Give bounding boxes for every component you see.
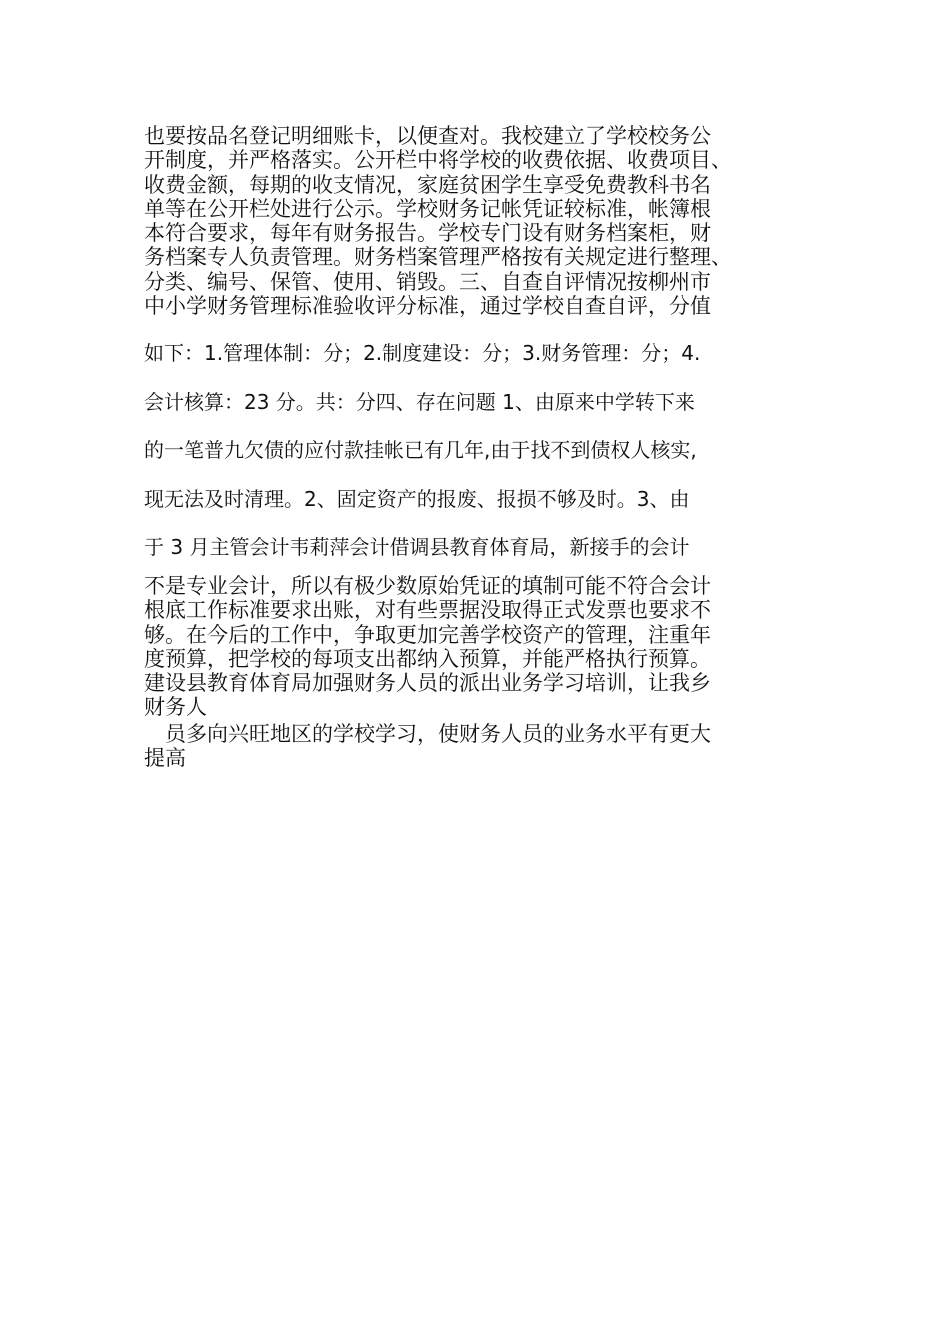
paragraph-scores-and-issues [144, 329, 824, 572]
paragraph-finance-records [144, 124, 824, 318]
text-line: 务档案专人负责管理。财务档案管理严格按有关规定进行整理、 [144, 245, 732, 270]
text-line: 如下：1.管理体制：分；2.制度建设：分；3.财务管理：分；4. [144, 341, 701, 365]
text-line: 现无法及时清理。2、固定资产的报废、报损不够及时。3、由 [144, 486, 690, 511]
text-line: 财务人 [144, 695, 207, 720]
text-line: 于 3 月主管会计韦莉萍会计借调县教育体育局，新接手的会计 [144, 535, 690, 559]
text-line: 开制度，并严格落实。公开栏中将学校的收费依据、收费项目、 [144, 148, 732, 173]
text-line: 中小学财务管理标准验收评分标准，通过学校自查自评，分值 [144, 294, 711, 319]
text-line: 根底工作标准要求出账，对有些票据没取得正式发票也要求不 [144, 598, 711, 623]
text-line: 分类、编号、保管、使用、销毁。三、自查自评情况按柳州市 [144, 269, 711, 294]
text-line: 员多向兴旺地区的学校学习，使财务人员的业务水平有更大 [144, 722, 711, 746]
text-line: 度预算，把学校的每项支出都纳入预算，并能严格执行预算。 [144, 646, 711, 671]
paragraph-closing [144, 722, 824, 771]
text-line: 提高 [144, 746, 186, 771]
text-line: 本符合要求，每年有财务报告。学校专门设有财务档案柜，财 [144, 221, 711, 246]
text-line: 收费金额，每期的收支情况，家庭贫困学生享受免费教科书名 [144, 172, 711, 197]
text-line: 建设县教育体育局加强财务人员的派出业务学习培训，让我乡 [144, 671, 711, 696]
text-line: 够。在今后的工作中，争取更加完善学校资产的管理，注重年 [144, 622, 711, 647]
text-line: 也要按品名登记明细账卡，以便查对。我校建立了学校校务公 [144, 124, 711, 148]
text-line: 的一笔普九欠债的应付款挂帐已有几年,由于找不到债权人核实, [144, 438, 697, 462]
text-line: 不是专业会计，所以有极少数原始凭证的填制可能不符合会计 [144, 574, 711, 598]
text-line: 会计核算：23 分。共：分四、存在问题 1、由原来中学转下来 [144, 389, 695, 414]
paragraph-improvements [144, 574, 824, 720]
text-line: 单等在公开栏处进行公示。学校财务记帐凭证较标准，帐簿根 [144, 196, 711, 221]
